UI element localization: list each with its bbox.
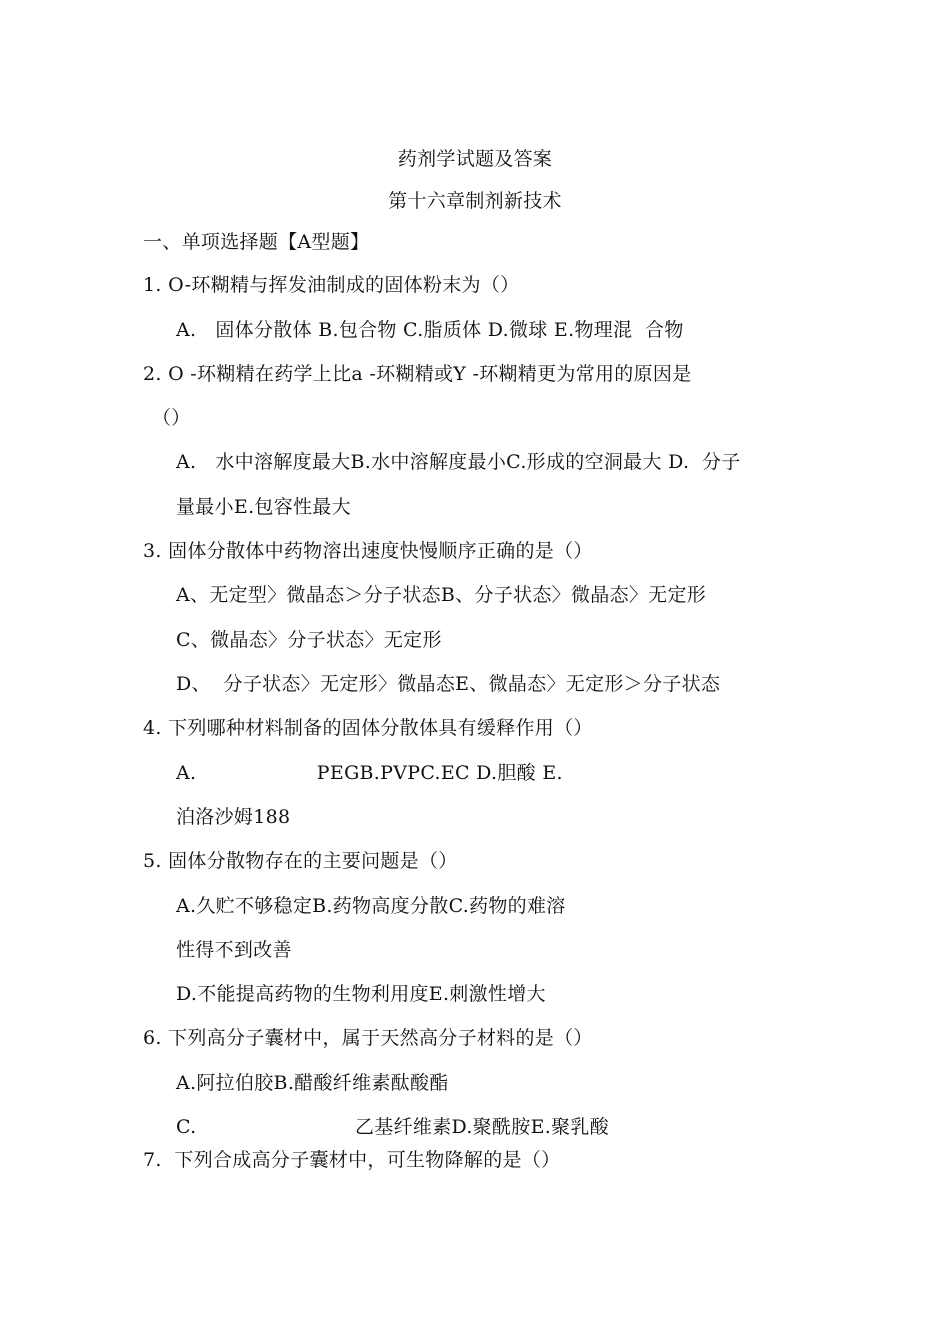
options-line: A. PEGB.PVPC.EC D.胆酸 E. (176, 762, 563, 784)
question-line: 4. 下列哪种材料制备的固体分散体具有缓释作用（） (143, 717, 593, 739)
question-line: 7. 下列合成高分子囊材中，可生物降解的是（） (143, 1149, 561, 1171)
question-line: 5. 固体分散物存在的主要问题是（） (143, 850, 458, 872)
options-line: D.不能提高药物的生物利用度E.刺激性增大 (176, 983, 546, 1005)
options-line: A. 固体分散体 B.包合物 C.脂质体 D.微球 E.物理混 合物 (176, 319, 684, 341)
options-line: A. 水中溶解度最大B.水中溶解度最小C.形成的空洞最大 D. 分子 (176, 451, 741, 473)
section-heading: 一、单项选择题【A型题】 (143, 231, 370, 253)
options-line: A.阿拉伯胶B.醋酸纤维素酞酸酯 (176, 1072, 449, 1094)
options-line: 量最小E.包容性最大 (176, 496, 351, 518)
options-line: C. 乙基纤维素D.聚酰胺E.聚乳酸 (176, 1116, 609, 1138)
question-line: 6. 下列高分子囊材中，属于天然高分子材料的是（） (143, 1027, 593, 1049)
options-line: 泊洛沙姆188 (176, 806, 291, 828)
document-title: 药剂学试题及答案 (397, 148, 553, 170)
question-line: （） (152, 407, 191, 429)
question-line: 3. 固体分散体中药物溶出速度快慢顺序正确的是（） (143, 540, 593, 562)
question-line: 2. O -环糊精在药学上比a -环糊精或Y -环糊精更为常用的原因是 (143, 363, 692, 385)
chapter-heading: 第十六章制剂新技术 (388, 190, 562, 212)
options-line: C、微晶态〉分子状态〉无定形 (176, 629, 442, 651)
options-line: 性得不到改善 (176, 939, 292, 961)
options-line: A.久贮不够稳定B.药物高度分散C.药物的难溶 (176, 895, 566, 917)
question-line: 1. O-环糊精与挥发油制成的固体粉末为（） (143, 274, 520, 296)
options-line: A、无定型〉微晶态＞分子状态B、分子状态〉微晶态〉无定形 (176, 584, 707, 606)
options-line: D、 分子状态〉无定形〉微晶态E、微晶态〉无定形＞分子状态 (176, 673, 721, 695)
